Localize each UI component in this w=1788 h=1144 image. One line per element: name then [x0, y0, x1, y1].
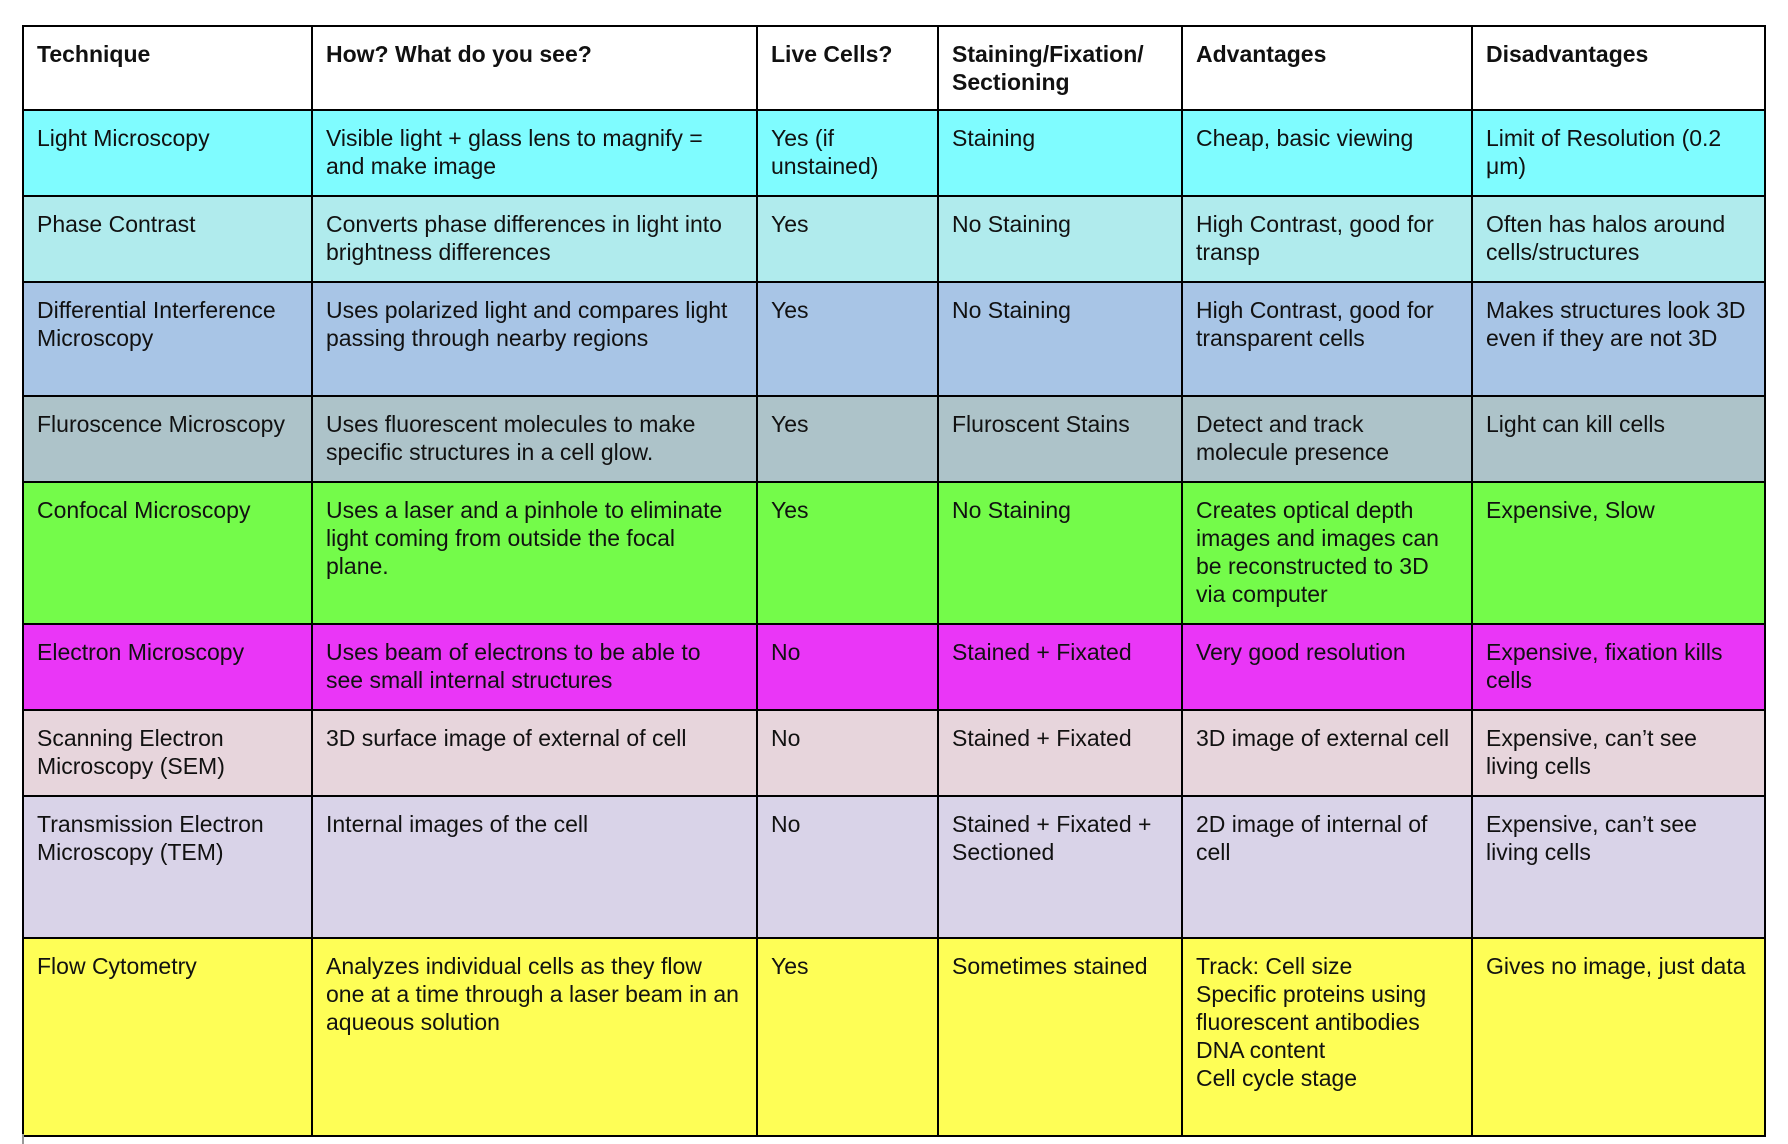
- table-row: [23, 710, 1765, 796]
- table-row: [23, 796, 1765, 938]
- cell-disadvantages[interactable]: Gives no image, just data: [1472, 938, 1765, 1136]
- microscopy-techniques-table: [22, 25, 1766, 1137]
- cell-disadvantages[interactable]: Often has halos around cells/structures: [1472, 196, 1765, 282]
- document-page: [22, 25, 1766, 1137]
- cell-staining[interactable]: Staining: [938, 110, 1182, 196]
- cell-live-cells[interactable]: Yes: [757, 196, 938, 282]
- cell-disadvantages[interactable]: Limit of Resolution (0.2 μm): [1472, 110, 1765, 196]
- cell-technique[interactable]: Transmission Electron Microscopy (TEM): [23, 796, 312, 938]
- cell-how[interactable]: Visible light + glass lens to magnify = and make image: [312, 110, 757, 196]
- cell-advantages[interactable]: Track: Cell size Specific proteins using fluorescent antibodies DNA content Cell cycle stage: [1182, 938, 1472, 1136]
- header-advantages[interactable]: Advantages: [1182, 26, 1472, 110]
- header-staining[interactable]: Staining/Fixation/ Sectioning: [938, 26, 1182, 110]
- cell-technique[interactable]: Electron Microscopy: [23, 624, 312, 710]
- cell-how[interactable]: Uses a laser and a pinhole to eliminate light coming from outside the focal plane.: [312, 482, 757, 624]
- cell-disadvantages[interactable]: Expensive, can’t see living cells: [1472, 796, 1765, 938]
- cell-technique[interactable]: Phase Contrast: [23, 196, 312, 282]
- cell-advantages[interactable]: Detect and track molecule presence: [1182, 396, 1472, 482]
- cell-how[interactable]: Uses polarized light and compares light passing through nearby regions: [312, 282, 757, 396]
- table-row: [23, 482, 1765, 624]
- header-disadvantages[interactable]: Disadvantages: [1472, 26, 1765, 110]
- cell-live-cells[interactable]: No: [757, 796, 938, 938]
- cell-advantages[interactable]: High Contrast, good for transparent cells: [1182, 282, 1472, 396]
- header-technique[interactable]: Technique: [23, 26, 312, 110]
- cell-technique[interactable]: Confocal Microscopy: [23, 482, 312, 624]
- cell-how[interactable]: Uses fluorescent molecules to make specific structures in a cell glow.: [312, 396, 757, 482]
- cell-staining[interactable]: No Staining: [938, 282, 1182, 396]
- header-how[interactable]: How? What do you see?: [312, 26, 757, 110]
- cell-technique[interactable]: Fluroscence Microscopy: [23, 396, 312, 482]
- cell-how[interactable]: Converts phase differences in light into brightness differences: [312, 196, 757, 282]
- cell-disadvantages[interactable]: Expensive, fixation kills cells: [1472, 624, 1765, 710]
- cell-advantages[interactable]: Creates optical depth images and images can be reconstructed to 3D via computer: [1182, 482, 1472, 624]
- cell-technique[interactable]: Flow Cytometry: [23, 938, 312, 1136]
- cell-live-cells[interactable]: Yes: [757, 282, 938, 396]
- cell-staining[interactable]: Fluroscent Stains: [938, 396, 1182, 482]
- cell-staining[interactable]: Sometimes stained: [938, 938, 1182, 1136]
- cell-live-cells[interactable]: No: [757, 710, 938, 796]
- cell-live-cells[interactable]: Yes: [757, 396, 938, 482]
- cell-live-cells[interactable]: Yes (if unstained): [757, 110, 938, 196]
- header-live-cells[interactable]: Live Cells?: [757, 26, 938, 110]
- cell-staining[interactable]: Stained + Fixated + Sectioned: [938, 796, 1182, 938]
- cell-technique[interactable]: Differential Interference Microscopy: [23, 282, 312, 396]
- cell-advantages[interactable]: 2D image of internal of cell: [1182, 796, 1472, 938]
- cell-how[interactable]: Analyzes individual cells as they flow one at a time through a laser beam in an aqueous solution: [312, 938, 757, 1136]
- table-row: [23, 282, 1765, 396]
- cell-disadvantages[interactable]: Expensive, Slow: [1472, 482, 1765, 624]
- cell-advantages[interactable]: Very good resolution: [1182, 624, 1472, 710]
- header-row: [23, 26, 1765, 110]
- cell-staining[interactable]: No Staining: [938, 196, 1182, 282]
- table-row: [23, 396, 1765, 482]
- cell-advantages[interactable]: 3D image of external cell: [1182, 710, 1472, 796]
- cell-how[interactable]: 3D surface image of external of cell: [312, 710, 757, 796]
- table-row: [23, 196, 1765, 282]
- cell-disadvantages[interactable]: Expensive, can’t see living cells: [1472, 710, 1765, 796]
- table-row: [23, 110, 1765, 196]
- cell-technique[interactable]: Scanning Electron Microscopy (SEM): [23, 710, 312, 796]
- cell-staining[interactable]: No Staining: [938, 482, 1182, 624]
- cell-how[interactable]: Internal images of the cell: [312, 796, 757, 938]
- table-row: [23, 624, 1765, 710]
- cell-live-cells[interactable]: No: [757, 624, 938, 710]
- cell-technique[interactable]: Light Microscopy: [23, 110, 312, 196]
- cell-disadvantages[interactable]: Makes structures look 3D even if they are not 3D: [1472, 282, 1765, 396]
- cell-staining[interactable]: Stained + Fixated: [938, 710, 1182, 796]
- cell-advantages[interactable]: High Contrast, good for transp: [1182, 196, 1472, 282]
- table-row: [23, 938, 1765, 1136]
- cell-live-cells[interactable]: Yes: [757, 482, 938, 624]
- page-edge-marker: [22, 1134, 24, 1144]
- cell-advantages[interactable]: Cheap, basic viewing: [1182, 110, 1472, 196]
- cell-how[interactable]: Uses beam of electrons to be able to see small internal structures: [312, 624, 757, 710]
- cell-staining[interactable]: Stained + Fixated: [938, 624, 1182, 710]
- cell-disadvantages[interactable]: Light can kill cells: [1472, 396, 1765, 482]
- cell-live-cells[interactable]: Yes: [757, 938, 938, 1136]
